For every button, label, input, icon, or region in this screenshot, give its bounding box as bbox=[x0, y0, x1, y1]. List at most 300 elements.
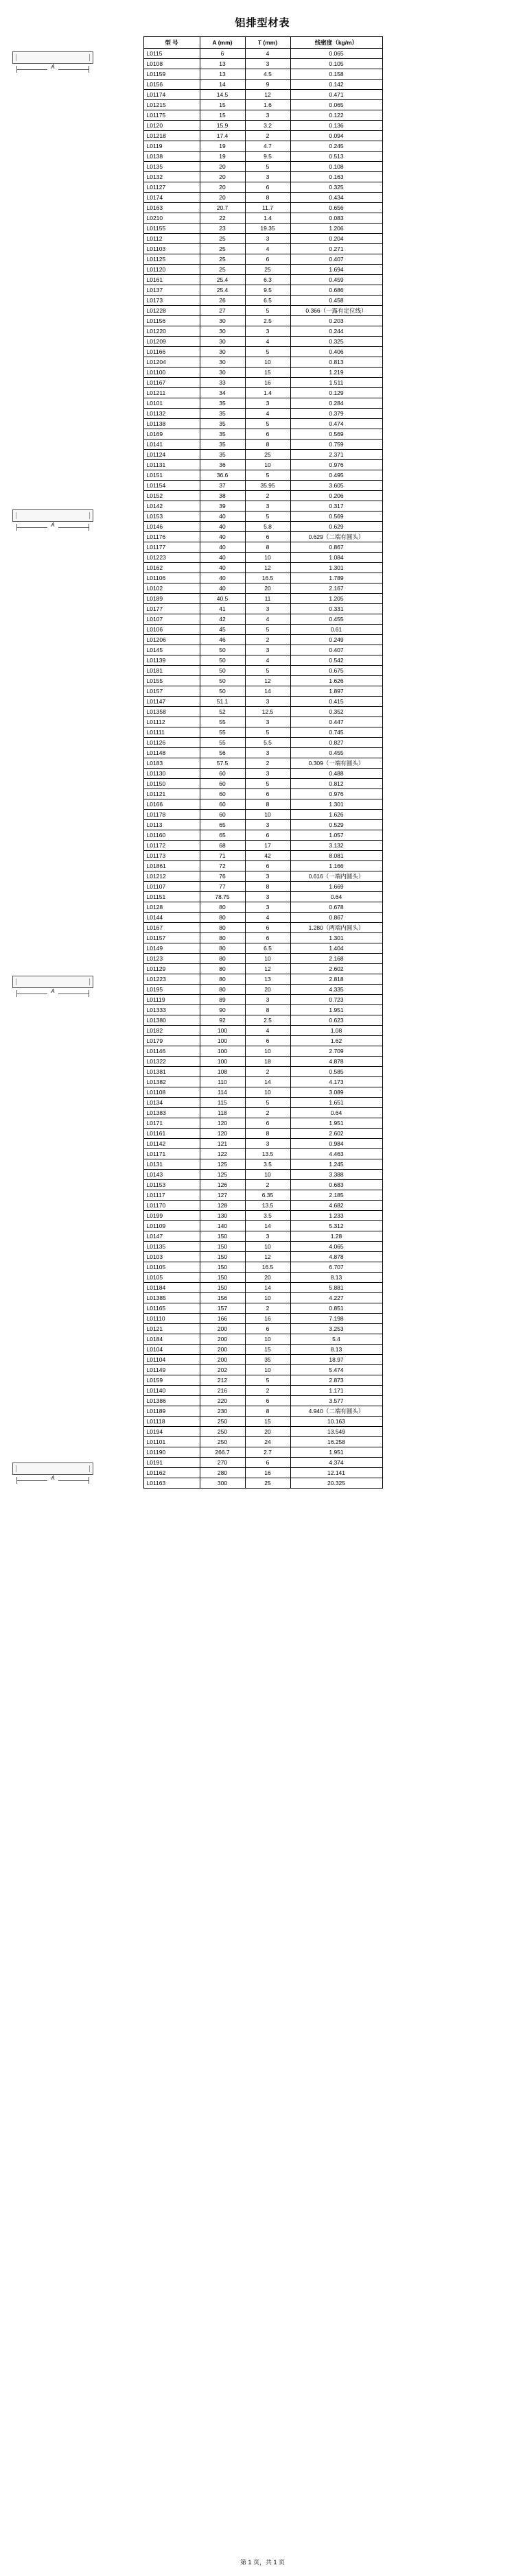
cell-a: 20 bbox=[200, 172, 245, 182]
cell-model: L01176 bbox=[143, 532, 200, 542]
table-row bbox=[143, 1437, 382, 1447]
cell-density: 1.28 bbox=[290, 1231, 382, 1242]
table-row bbox=[143, 110, 382, 121]
cell-a: 30 bbox=[200, 368, 245, 378]
cell-a: 100 bbox=[200, 1057, 245, 1067]
cell-a: 200 bbox=[200, 1345, 245, 1355]
table-row bbox=[143, 789, 382, 799]
cell-density: 0.585 bbox=[290, 1067, 382, 1077]
table-row bbox=[143, 871, 382, 882]
cell-t: 10 bbox=[245, 1293, 290, 1303]
table-row bbox=[143, 1159, 382, 1170]
cell-a: 46 bbox=[200, 635, 245, 645]
cell-t: 2 bbox=[245, 635, 290, 645]
cell-t: 5 bbox=[245, 727, 290, 738]
cell-model: L01204 bbox=[143, 357, 200, 368]
cell-model: L0169 bbox=[143, 429, 200, 440]
cell-t: 15 bbox=[245, 1417, 290, 1427]
cell-t: 14 bbox=[245, 1283, 290, 1293]
table-row bbox=[143, 645, 382, 655]
cell-model: L01381 bbox=[143, 1067, 200, 1077]
cell-model: L0183 bbox=[143, 758, 200, 769]
cell-model: L01149 bbox=[143, 1365, 200, 1375]
cell-t: 10 bbox=[245, 810, 290, 820]
cell-a: 26 bbox=[200, 296, 245, 306]
cell-a: 25 bbox=[200, 254, 245, 265]
cell-density: 0.471 bbox=[290, 90, 382, 100]
cell-a: 114 bbox=[200, 1087, 245, 1098]
cell-t: 12 bbox=[245, 676, 290, 686]
table-row bbox=[143, 481, 382, 491]
table-row bbox=[143, 1406, 382, 1417]
cell-density: 0.812 bbox=[290, 779, 382, 789]
cell-a: 80 bbox=[200, 954, 245, 964]
cell-density: 0.827 bbox=[290, 738, 382, 748]
col-header-t: T (mm) bbox=[245, 37, 290, 49]
cell-model: L01171 bbox=[143, 1149, 200, 1159]
table-row bbox=[143, 1201, 382, 1211]
table-row bbox=[143, 1087, 382, 1098]
cell-a: 35 bbox=[200, 429, 245, 440]
table-row bbox=[143, 193, 382, 203]
cell-t: 5 bbox=[245, 470, 290, 481]
cell-density: 16.258 bbox=[290, 1437, 382, 1447]
cell-density: 2.818 bbox=[290, 974, 382, 985]
cell-t: 11 bbox=[245, 594, 290, 604]
dimension-diagram-2 bbox=[12, 509, 93, 531]
cell-a: 57.5 bbox=[200, 758, 245, 769]
cell-model: L0167 bbox=[143, 923, 200, 933]
table-row bbox=[143, 913, 382, 923]
cell-density: 0.64 bbox=[290, 1108, 382, 1118]
table-row bbox=[143, 1365, 382, 1375]
table-row bbox=[143, 1252, 382, 1262]
table-row bbox=[143, 697, 382, 707]
cell-t: 16.5 bbox=[245, 573, 290, 583]
cell-a: 68 bbox=[200, 841, 245, 851]
table-row bbox=[143, 213, 382, 224]
cell-model: L01104 bbox=[143, 1355, 200, 1365]
table-row bbox=[143, 460, 382, 470]
cell-model: L01130 bbox=[143, 769, 200, 779]
cell-density: 4.463 bbox=[290, 1149, 382, 1159]
cell-a: 36.6 bbox=[200, 470, 245, 481]
cell-a: 25.4 bbox=[200, 275, 245, 285]
cell-t: 6 bbox=[245, 1458, 290, 1468]
table-row bbox=[143, 553, 382, 563]
cell-model: L01218 bbox=[143, 131, 200, 141]
table-row bbox=[143, 398, 382, 409]
table-row bbox=[143, 1036, 382, 1046]
table-row bbox=[143, 90, 382, 100]
cell-t: 10 bbox=[245, 1087, 290, 1098]
cell-model: L01121 bbox=[143, 789, 200, 799]
dimension-line bbox=[12, 523, 93, 531]
table-row bbox=[143, 522, 382, 532]
cell-t: 5 bbox=[245, 1375, 290, 1386]
cell-a: 51.1 bbox=[200, 697, 245, 707]
cell-a: 150 bbox=[200, 1283, 245, 1293]
cell-model: L01172 bbox=[143, 841, 200, 851]
table-row bbox=[143, 296, 382, 306]
cell-model: L01107 bbox=[143, 882, 200, 892]
cell-density: 0.759 bbox=[290, 440, 382, 450]
cell-density: 1.62 bbox=[290, 1036, 382, 1046]
cell-density: 0.813 bbox=[290, 357, 382, 368]
col-header-a: A (mm) bbox=[200, 37, 245, 49]
cell-t: 3.5 bbox=[245, 1211, 290, 1221]
table-row bbox=[143, 1427, 382, 1437]
table-row bbox=[143, 964, 382, 974]
cell-a: 156 bbox=[200, 1293, 245, 1303]
cell-model: L01189 bbox=[143, 1406, 200, 1417]
cell-model: L0102 bbox=[143, 583, 200, 594]
cell-model: L0145 bbox=[143, 645, 200, 655]
cell-t: 13.5 bbox=[245, 1149, 290, 1159]
cell-model: L0184 bbox=[143, 1334, 200, 1345]
cell-density: 1.233 bbox=[290, 1211, 382, 1221]
cell-model: L0105 bbox=[143, 1273, 200, 1283]
cell-a: 80 bbox=[200, 943, 245, 954]
cell-t: 19.35 bbox=[245, 224, 290, 234]
cell-a: 157 bbox=[200, 1303, 245, 1314]
cell-density: 13.549 bbox=[290, 1427, 382, 1437]
cell-a: 200 bbox=[200, 1355, 245, 1365]
cell-a: 45 bbox=[200, 625, 245, 635]
cell-model: L0151 bbox=[143, 470, 200, 481]
cell-t: 6.3 bbox=[245, 275, 290, 285]
profile-edge-left bbox=[16, 978, 19, 985]
cell-density: 1.08 bbox=[290, 1026, 382, 1036]
cell-a: 35 bbox=[200, 450, 245, 460]
table-row bbox=[143, 573, 382, 583]
table-row bbox=[143, 1273, 382, 1283]
cell-model: L01178 bbox=[143, 810, 200, 820]
cell-model: L01156 bbox=[143, 316, 200, 326]
cell-density: 4.682 bbox=[290, 1201, 382, 1211]
cell-model: L01151 bbox=[143, 892, 200, 902]
cell-t: 16 bbox=[245, 1468, 290, 1478]
cell-density: 1.951 bbox=[290, 1005, 382, 1015]
cell-a: 14.5 bbox=[200, 90, 245, 100]
cell-a: 212 bbox=[200, 1375, 245, 1386]
cell-model: L01146 bbox=[143, 1046, 200, 1057]
cell-a: 202 bbox=[200, 1365, 245, 1375]
cell-t: 16 bbox=[245, 1314, 290, 1324]
cell-a: 120 bbox=[200, 1129, 245, 1139]
cell-t: 9 bbox=[245, 80, 290, 90]
cell-a: 25.4 bbox=[200, 285, 245, 296]
profile-bar bbox=[12, 976, 93, 988]
cell-density: 0.686 bbox=[290, 285, 382, 296]
cell-model: L0155 bbox=[143, 676, 200, 686]
cell-a: 30 bbox=[200, 326, 245, 337]
cell-density: 1.301 bbox=[290, 933, 382, 943]
cell-t: 3 bbox=[245, 234, 290, 244]
table-row bbox=[143, 995, 382, 1005]
cell-density: 4.335 bbox=[290, 985, 382, 995]
dimension-diagram-3 bbox=[12, 976, 93, 998]
cell-a: 15.9 bbox=[200, 121, 245, 131]
cell-model: L0171 bbox=[143, 1118, 200, 1129]
cell-t: 3 bbox=[245, 995, 290, 1005]
cell-a: 36 bbox=[200, 460, 245, 470]
cell-a: 40 bbox=[200, 532, 245, 542]
cell-a: 50 bbox=[200, 666, 245, 676]
table-row bbox=[143, 563, 382, 573]
table-row bbox=[143, 1468, 382, 1478]
cell-density: 0.284 bbox=[290, 398, 382, 409]
cell-t: 5 bbox=[245, 347, 290, 357]
cell-density: 1.626 bbox=[290, 810, 382, 820]
cell-a: 35 bbox=[200, 440, 245, 450]
cell-model: L01138 bbox=[143, 419, 200, 429]
cell-t: 6 bbox=[245, 1396, 290, 1406]
cell-a: 15 bbox=[200, 100, 245, 110]
cell-density: 0.61 bbox=[290, 625, 382, 635]
cell-t: 3 bbox=[245, 172, 290, 182]
table-row bbox=[143, 285, 382, 296]
table-row bbox=[143, 830, 382, 841]
cell-a: 76 bbox=[200, 871, 245, 882]
cell-a: 40.5 bbox=[200, 594, 245, 604]
table-row bbox=[143, 388, 382, 398]
cell-model: L01140 bbox=[143, 1386, 200, 1396]
cell-a: 280 bbox=[200, 1468, 245, 1478]
cell-t: 3 bbox=[245, 871, 290, 882]
cell-a: 122 bbox=[200, 1149, 245, 1159]
cell-t: 2 bbox=[245, 758, 290, 769]
cell-t: 3 bbox=[245, 748, 290, 758]
cell-density: 0.325 bbox=[290, 182, 382, 193]
cell-a: 30 bbox=[200, 337, 245, 347]
table-row bbox=[143, 1170, 382, 1180]
cell-t: 6 bbox=[245, 861, 290, 871]
table-row bbox=[143, 162, 382, 172]
cell-model: L01223 bbox=[143, 974, 200, 985]
cell-a: 55 bbox=[200, 717, 245, 727]
cell-model: L0147 bbox=[143, 1231, 200, 1242]
cell-density: 0.415 bbox=[290, 697, 382, 707]
cell-density: 1.626 bbox=[290, 676, 382, 686]
table-row bbox=[143, 368, 382, 378]
cell-t: 10 bbox=[245, 1334, 290, 1345]
cell-density: 4.878 bbox=[290, 1252, 382, 1262]
cell-a: 35 bbox=[200, 398, 245, 409]
cell-t: 3 bbox=[245, 604, 290, 614]
cell-a: 100 bbox=[200, 1046, 245, 1057]
cell-a: 40 bbox=[200, 511, 245, 522]
cell-density: 12.141 bbox=[290, 1468, 382, 1478]
cell-t: 6 bbox=[245, 182, 290, 193]
cell-a: 80 bbox=[200, 974, 245, 985]
table-row bbox=[143, 820, 382, 830]
table-row bbox=[143, 326, 382, 337]
table-row bbox=[143, 974, 382, 985]
cell-density: 1.219 bbox=[290, 368, 382, 378]
cell-model: L01160 bbox=[143, 830, 200, 841]
cell-a: 125 bbox=[200, 1170, 245, 1180]
cell-model: L0121 bbox=[143, 1324, 200, 1334]
table-row bbox=[143, 1345, 382, 1355]
table-row bbox=[143, 594, 382, 604]
cell-t: 4.7 bbox=[245, 141, 290, 152]
cell-a: 72 bbox=[200, 861, 245, 871]
cell-t: 5 bbox=[245, 666, 290, 676]
table-row bbox=[143, 799, 382, 810]
cell-model: L01150 bbox=[143, 779, 200, 789]
table-row bbox=[143, 882, 382, 892]
cell-a: 60 bbox=[200, 799, 245, 810]
cell-density: 10.163 bbox=[290, 1417, 382, 1427]
cell-model: L01223 bbox=[143, 553, 200, 563]
cell-a: 25 bbox=[200, 244, 245, 254]
cell-density: 0.629 bbox=[290, 522, 382, 532]
cell-a: 115 bbox=[200, 1098, 245, 1108]
cell-a: 60 bbox=[200, 769, 245, 779]
cell-density: 2.873 bbox=[290, 1375, 382, 1386]
table-row bbox=[143, 152, 382, 162]
cell-a: 35 bbox=[200, 409, 245, 419]
cell-t: 6 bbox=[245, 1036, 290, 1046]
cell-a: 92 bbox=[200, 1015, 245, 1026]
cell-model: L01177 bbox=[143, 542, 200, 553]
cell-model: L01119 bbox=[143, 995, 200, 1005]
cell-density: 4.227 bbox=[290, 1293, 382, 1303]
cell-a: 120 bbox=[200, 1118, 245, 1129]
cell-a: 40 bbox=[200, 573, 245, 583]
cell-t: 14 bbox=[245, 686, 290, 697]
table-row bbox=[143, 1231, 382, 1242]
table-row bbox=[143, 1303, 382, 1314]
cell-density: 3.253 bbox=[290, 1324, 382, 1334]
cell-density: 0.204 bbox=[290, 234, 382, 244]
cell-t: 42 bbox=[245, 851, 290, 861]
cell-model: L01174 bbox=[143, 90, 200, 100]
cell-density: 0.244 bbox=[290, 326, 382, 337]
cell-t: 4 bbox=[245, 337, 290, 347]
cell-density: 8.13 bbox=[290, 1273, 382, 1283]
cell-t: 3 bbox=[245, 1231, 290, 1242]
table-row bbox=[143, 943, 382, 954]
cell-density: 0.122 bbox=[290, 110, 382, 121]
cell-a: 118 bbox=[200, 1108, 245, 1118]
cell-a: 38 bbox=[200, 491, 245, 501]
cell-density: 0.569 bbox=[290, 511, 382, 522]
cell-density: 0.455 bbox=[290, 614, 382, 625]
table-row bbox=[143, 738, 382, 748]
cell-model: L0120 bbox=[143, 121, 200, 131]
cell-a: 127 bbox=[200, 1190, 245, 1201]
cell-t: 4 bbox=[245, 409, 290, 419]
table-row bbox=[143, 1118, 382, 1129]
cell-model: L01154 bbox=[143, 481, 200, 491]
table-row bbox=[143, 686, 382, 697]
cell-density: 0.325 bbox=[290, 337, 382, 347]
cell-density: 0.513 bbox=[290, 152, 382, 162]
cell-t: 5 bbox=[245, 1098, 290, 1108]
table-row bbox=[143, 1139, 382, 1149]
cell-density: 1.057 bbox=[290, 830, 382, 841]
dimension-label: A bbox=[47, 1475, 58, 1481]
cell-a: 300 bbox=[200, 1478, 245, 1489]
cell-a: 200 bbox=[200, 1324, 245, 1334]
cell-t: 5 bbox=[245, 306, 290, 316]
cell-density: 1.245 bbox=[290, 1159, 382, 1170]
cell-model: L01212 bbox=[143, 871, 200, 882]
table-row bbox=[143, 542, 382, 553]
table-row bbox=[143, 666, 382, 676]
table-row bbox=[143, 501, 382, 511]
cell-t: 5 bbox=[245, 162, 290, 172]
cell-model: L01167 bbox=[143, 378, 200, 388]
dimension-line bbox=[12, 1476, 93, 1484]
cell-model: L01209 bbox=[143, 337, 200, 347]
cell-a: 17.4 bbox=[200, 131, 245, 141]
cell-model: L01383 bbox=[143, 1108, 200, 1118]
cell-model: L01385 bbox=[143, 1293, 200, 1303]
table-row bbox=[143, 1375, 382, 1386]
cell-model: L0181 bbox=[143, 666, 200, 676]
cell-density: 5.4 bbox=[290, 1334, 382, 1345]
cell-t: 3 bbox=[245, 645, 290, 655]
cell-density: 1.166 bbox=[290, 861, 382, 871]
table-row bbox=[143, 676, 382, 686]
cell-model: L01103 bbox=[143, 244, 200, 254]
cell-t: 12 bbox=[245, 90, 290, 100]
cell-t: 3 bbox=[245, 110, 290, 121]
cell-density: 0.678 bbox=[290, 902, 382, 913]
cell-density: 0.136 bbox=[290, 121, 382, 131]
cell-t: 16 bbox=[245, 378, 290, 388]
table-row bbox=[143, 450, 382, 460]
cell-density: 0.495 bbox=[290, 470, 382, 481]
cell-density: 1.205 bbox=[290, 594, 382, 604]
cell-density: 1.171 bbox=[290, 1386, 382, 1396]
cell-t: 25 bbox=[245, 450, 290, 460]
cell-density: 0.108 bbox=[290, 162, 382, 172]
cell-density: 0.083 bbox=[290, 213, 382, 224]
cell-model: L01131 bbox=[143, 460, 200, 470]
cell-a: 55 bbox=[200, 738, 245, 748]
cell-model: L01125 bbox=[143, 254, 200, 265]
cell-density: 0.407 bbox=[290, 254, 382, 265]
table-row bbox=[143, 892, 382, 902]
cell-model: L0161 bbox=[143, 275, 200, 285]
cell-a: 270 bbox=[200, 1458, 245, 1468]
table-row bbox=[143, 337, 382, 347]
cell-a: 150 bbox=[200, 1262, 245, 1273]
cell-model: L0177 bbox=[143, 604, 200, 614]
cell-density: 5.312 bbox=[290, 1221, 382, 1231]
cell-density: 0.542 bbox=[290, 655, 382, 666]
cell-model: L0210 bbox=[143, 213, 200, 224]
table-row bbox=[143, 758, 382, 769]
dimension-label: A bbox=[47, 522, 58, 528]
cell-a: 56 bbox=[200, 748, 245, 758]
cell-a: 15 bbox=[200, 110, 245, 121]
cell-model: L01142 bbox=[143, 1139, 200, 1149]
cell-a: 216 bbox=[200, 1386, 245, 1396]
cell-model: L01215 bbox=[143, 100, 200, 110]
table-row bbox=[143, 614, 382, 625]
table-row bbox=[143, 655, 382, 666]
table-row bbox=[143, 121, 382, 131]
table-row bbox=[143, 841, 382, 851]
cell-t: 20 bbox=[245, 583, 290, 594]
dimension-label: A bbox=[47, 64, 58, 70]
cell-t: 3 bbox=[245, 59, 290, 69]
